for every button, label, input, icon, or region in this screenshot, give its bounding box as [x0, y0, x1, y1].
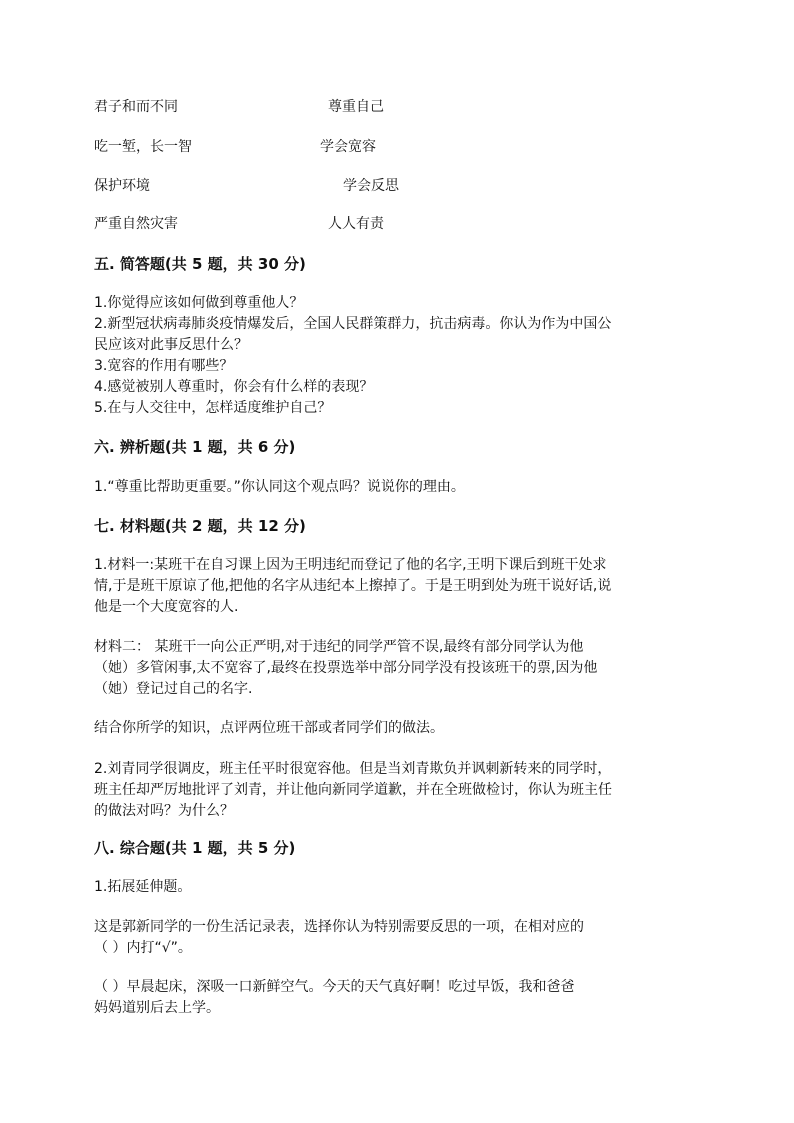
q8-item-1 [94, 977, 704, 1019]
match-right-4: 人人有责 [328, 216, 384, 232]
section-6-title: 六. 辨析题(共 1 题，共 6 分) [94, 438, 296, 456]
material-2-line-3: （她）登记过自己的名字. [94, 681, 253, 697]
section-5-title: 五. 简答题(共 5 题，共 30 分) [94, 255, 306, 273]
material-prompt: 结合你所学的知识，点评两位班干部或者同学们的做法。 [94, 720, 444, 736]
q6-1: 1.“尊重比帮助更重要。”你认同这个观点吗？说说你的理由。 [94, 479, 465, 495]
q5-line-6: 5.在与人交往中，怎样适度维护自己？ [94, 400, 332, 416]
q7-2-line-2: 班主任却严厉地批评了刘青，并让他向新同学道歉，并在全班做检讨，你认为班主任 [94, 782, 612, 798]
material-2 [94, 637, 704, 700]
match-left-3: 保护环境 [94, 178, 150, 194]
q8-1: 1.拓展延伸题。 [94, 879, 192, 895]
material-2-line-2: （她）多管闲事,太不宽容了,最终在投票选举中部分同学没有投该班干的票,因为他 [94, 660, 598, 676]
q8-intro-line-2: （ ）内打“√”。 [94, 940, 192, 956]
q5-line-2: 2.新型冠状病毒肺炎疫情爆发后，全国人民群策群力，抗击病毒。你认为作为中国公 [94, 316, 612, 332]
q5-line-1: 1.你觉得应该如何做到尊重他人？ [94, 295, 304, 311]
match-left-1: 君子和而不同 [94, 99, 178, 115]
q7-2 [94, 759, 704, 822]
match-left-2: 吃一堑，长一智 [94, 139, 192, 155]
q8-intro-line-1: 这是郭新同学的一份生活记录表，选择你认为特别需要反思的一项，在相对应的 [94, 919, 584, 935]
q7-2-line-1: 2.刘青同学很调皮，班主任平时很宽容他。但是当刘青欺负并讽刺新转来的同学时， [94, 761, 612, 777]
section-5-questions [94, 293, 704, 419]
match-right-1: 尊重自己 [328, 99, 384, 115]
q8-intro [94, 917, 704, 959]
section-7-title: 七. 材料题(共 2 题，共 12 分) [94, 517, 306, 535]
q7-2-line-3: 的做法对吗？为什么？ [94, 803, 234, 819]
material-2-line-1: 材料二： 某班干一向公正严明,对于违纪的同学严管不误,最终有部分同学认为他 [94, 639, 584, 655]
match-right-2: 学会宽容 [320, 139, 376, 155]
section-8-title: 八. 综合题(共 1 题，共 5 分) [94, 839, 296, 857]
q5-line-3: 民应该对此事反思什么？ [94, 337, 248, 353]
match-left-4: 严重自然灾害 [94, 216, 178, 232]
q5-line-5: 4.感觉被别人尊重时，你会有什么样的表现？ [94, 379, 374, 395]
material-1-line-3: 他是一个大度宽容的人. [94, 599, 239, 615]
material-1 [94, 555, 704, 618]
q8-item-1-line-1: （ ）早晨起床，深吸一口新鲜空气。今天的天气真好啊！吃过早饭，我和爸爸 [94, 979, 575, 995]
q5-line-4: 3.宽容的作用有哪些？ [94, 358, 234, 374]
material-1-line-1: 1.材料一:某班干在自习课上因为王明违纪而登记了他的名字,王明下课后到班干处求 [94, 557, 607, 573]
material-1-line-2: 情,于是班干原谅了他,把他的名字从违纪本上擦掉了。于是王明到处为班干说好话,说 [94, 578, 612, 594]
q8-item-1-line-2: 妈妈道别后去上学。 [94, 1000, 220, 1016]
match-right-3: 学会反思 [343, 178, 399, 194]
